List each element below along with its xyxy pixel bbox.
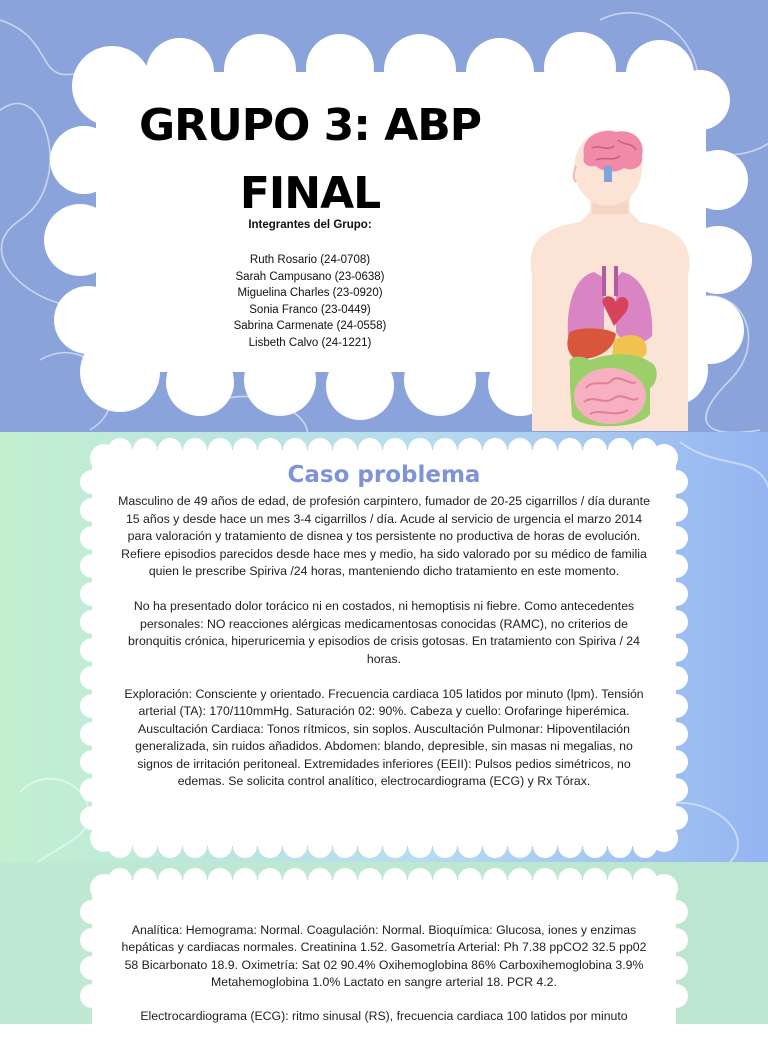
results-text <box>116 922 652 1043</box>
cover-section <box>0 0 768 432</box>
results-paragraph: Analítica: Hemograma: Normal. Coagulación: Normal. Bioquímica: Glucosa, iones y enzimas hepáticas y cardiacas normales. Creatinina 1.52. Gasometría Arterial: Ph 7.38 ppCO2 32.5 pp02 58 Bicarbonato 18.9. Oximetría: Sat 02 90.4% Oxihemoglobina 86% Carboxihemoglobina 3.9% Metahemoglobina 1.0% Lactato en sangre arterial 18. PCR 4.2. <box>121 923 647 989</box>
case-title: Caso problema <box>287 462 481 488</box>
case-paragraph: Exploración: Consciente y orientado. Frecuencia cardiaca 105 latidos por minuto (lpm). Tensión arterial (TA): 170/110mmHg. Saturación 02: 90%. Cabeza y cuello: Orofaringe hiperémica. Auscultación Cardiaca: Tonos rítmicos, sin soplos. Auscultación Pulmonar: Hipoventilación generalizada, sin ruidos añadidos. Abdomen: blando, depresible, sin masas ni megalias, no signos de irritación peritoneal. Extremidades inferiores (EEII): Pulsos pedios simétricos, no edemas. Se solicita control analítico, electrocardiograma (ECG) y Rx Tórax. <box>124 686 644 788</box>
list-item: Sabrina Carmenate (24-0558) <box>233 320 387 333</box>
case-paragraph: Masculino de 49 años de edad, de profesión carpintero, fumador de 20-25 cigarrillos / día durante 15 años y desde hace un mes 3-4 cigarrillos / día. Acude al servicio de urgencia el marzo 2014 para valoración y tratamiento de disnea y tos persistente no productiva de horas de evolución. Refiere episodios parecidos desde hace mes y medio, ha sido valorado por su médico de familia quien le prescribe Spiriva /24 horas, manteniendo dicho tratamiento en este momento. <box>118 494 650 578</box>
members-heading: Integrantes del Grupo: <box>248 219 372 231</box>
list-item: Sarah Campusano (23-0638) <box>235 270 385 283</box>
members-list <box>160 252 460 352</box>
list-item: Ruth Rosario (24-0708) <box>249 254 371 266</box>
list-item: Sonia Franco (23-0449) <box>249 303 371 316</box>
human-anatomy-illustration <box>520 126 700 432</box>
list-item: Miguelina Charles (23-0920) <box>237 287 383 300</box>
page-title: GRUPO 3: ABP FINAL <box>138 100 482 219</box>
intestine-icon <box>569 354 656 426</box>
case-text <box>116 493 652 791</box>
list-item: Lisbeth Calvo (24-1221) <box>248 336 372 349</box>
results-paragraph: Electrocardiograma (ECG): ritmo sinusal (RS), frecuencia cardiaca 100 latidos por minuto <box>140 1009 628 1024</box>
case-paragraph: No ha presentado dolor torácico ni en costados, ni hemoptisis ni fiebre. Como antecedentes personales: NO reacciones alérgicas medicamentosas conocidas (RAMC), no criterios de bronquitis crónica, hiperuricemia y episodios de crisis gotosas. En tratamiento con Spiriva / 24 horas. <box>128 599 640 666</box>
